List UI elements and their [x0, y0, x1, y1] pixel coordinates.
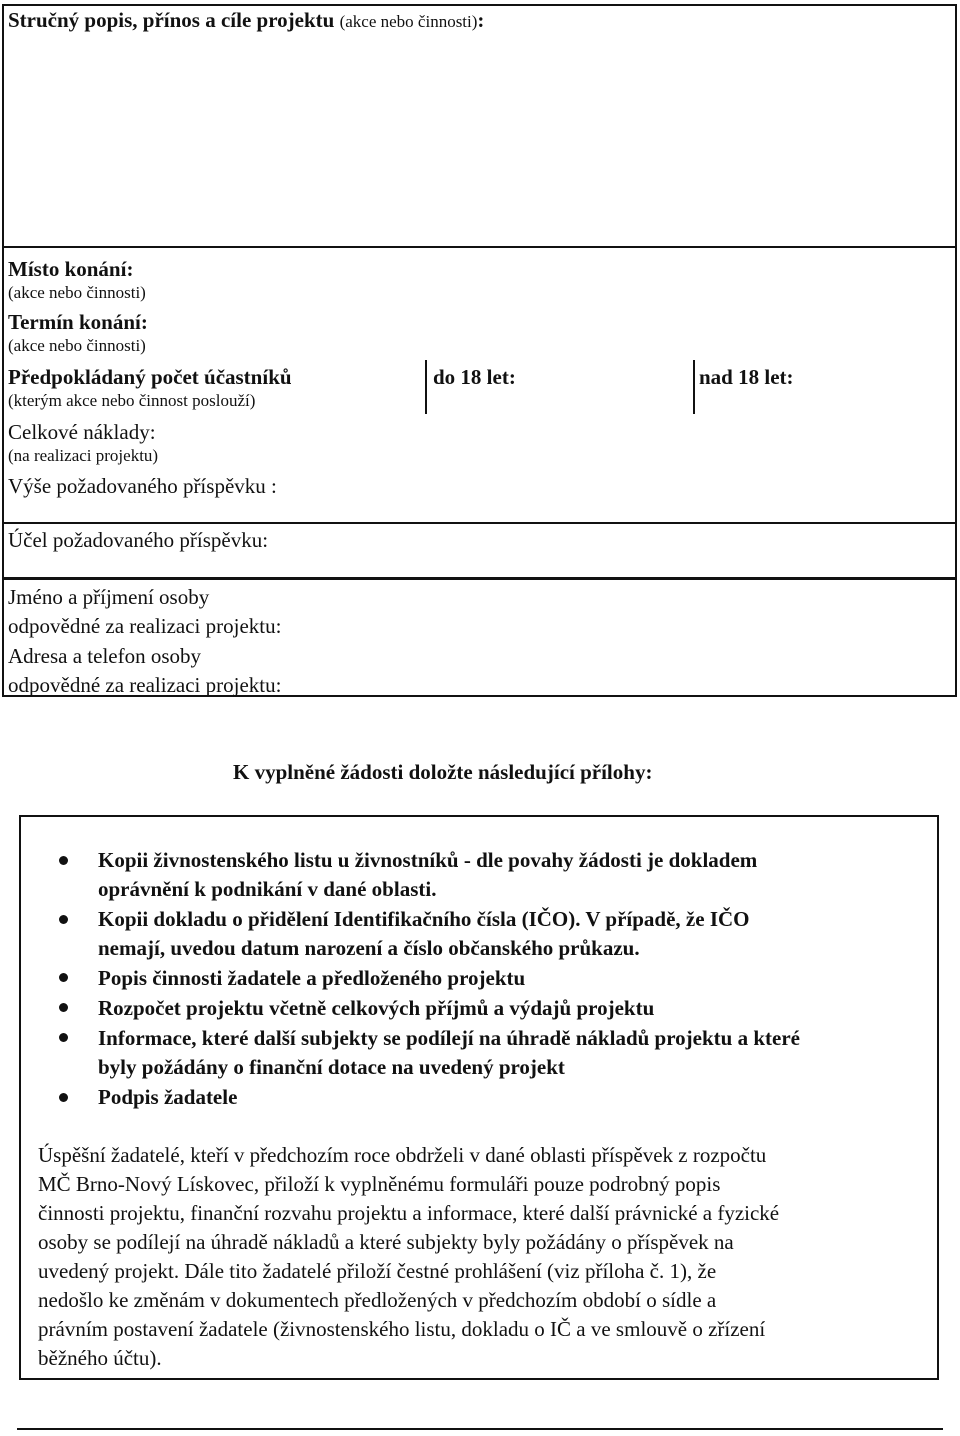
bullet-icon	[59, 973, 68, 982]
participants-field-note: (kterým akce nebo činnost poslouží)	[8, 391, 256, 410]
table-border-top	[2, 4, 957, 6]
table-divider	[693, 360, 695, 414]
venue-field-note: (akce nebo činnosti)	[8, 283, 146, 302]
table-border-left	[2, 4, 4, 697]
attachments-heading: K vyplněné žádosti doložte následující přílohy:	[233, 760, 653, 784]
contact-field-label: Adresa a telefon osoby	[8, 644, 202, 668]
description-field-label: Stručný popis, přínos a cíle projektu (akce nebo činnosti):	[8, 8, 485, 32]
contact-field-label: odpovědné za realizaci projektu:	[8, 673, 282, 697]
total-costs-field-label: Celkové náklady:	[8, 420, 156, 444]
total-costs-field-note: (na realizaci projektu)	[8, 446, 159, 465]
footer-rule	[17, 1428, 943, 1430]
bullet-icon	[59, 1003, 68, 1012]
table-divider	[2, 577, 957, 580]
bullet-icon	[59, 856, 68, 865]
date-field-label: Termín konání:	[8, 310, 148, 334]
table-divider	[2, 246, 957, 248]
table-divider	[425, 360, 427, 414]
date-field-note: (akce nebo činnosti)	[8, 336, 146, 355]
over-18-label: nad 18 let:	[699, 365, 794, 389]
participants-field-label: Předpokládaný počet účastníků	[8, 365, 292, 389]
requested-amount-field-label: Výše požadovaného příspěvku :	[8, 474, 277, 498]
responsible-person-field-label: odpovědné za realizaci projektu:	[8, 614, 282, 638]
bullet-icon	[59, 915, 68, 924]
bullet-icon	[59, 1093, 68, 1102]
table-border-right	[955, 4, 957, 697]
table-divider	[2, 522, 957, 524]
purpose-field-label: Účel požadovaného příspěvku:	[8, 528, 269, 552]
venue-field-label: Místo konání:	[8, 257, 134, 281]
bullet-icon	[59, 1033, 68, 1042]
responsible-person-field-label: Jméno a příjmení osoby	[8, 585, 210, 609]
under-18-label: do 18 let:	[433, 365, 516, 389]
